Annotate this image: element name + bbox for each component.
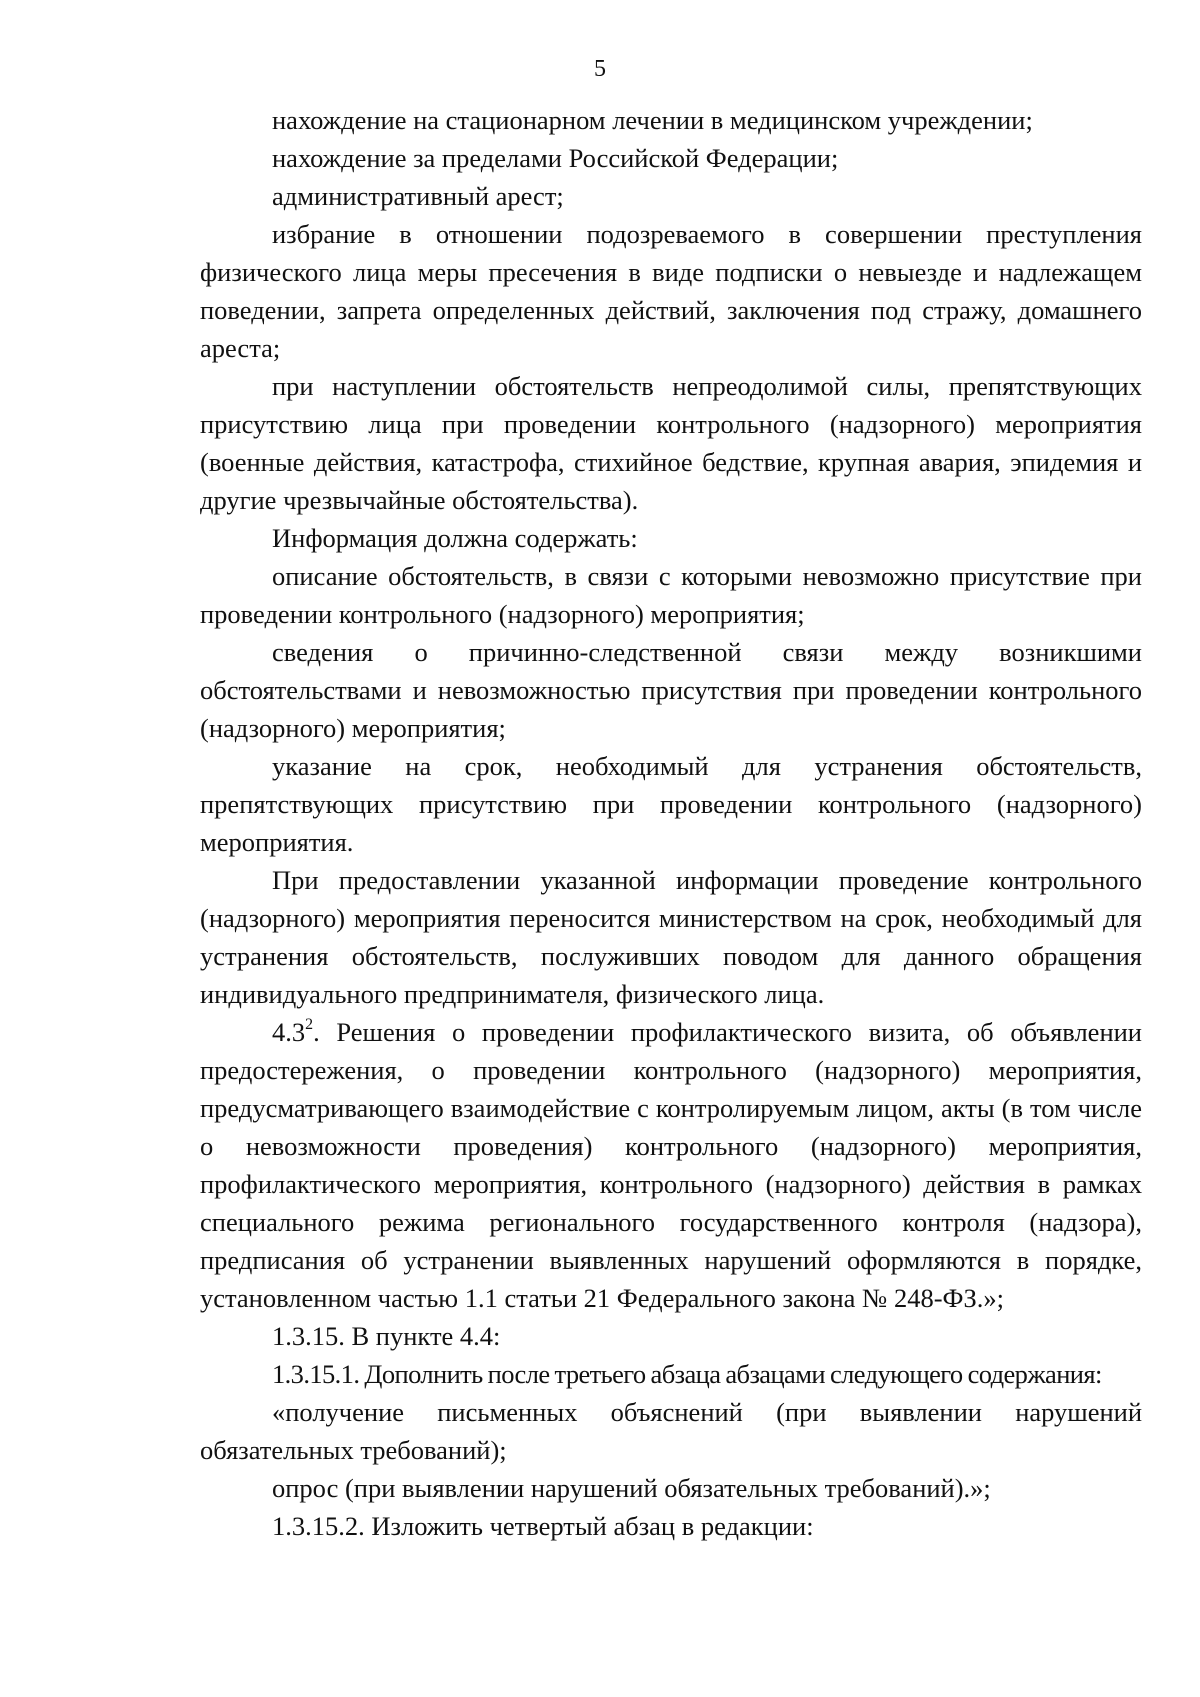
amendment-1-3-15: 1.3.15. В пункте 4.4:: [272, 1321, 501, 1351]
paragraph-preventive-measure: избрание в отношении подозреваемого в совершении преступления физического лица меры пресечения в виде подписки о невыезде и надлежащем поведении, запрета определенных действий, заключения под стражу, домашнего ареста;: [200, 219, 1142, 363]
clause-number: 4.3: [272, 1017, 306, 1047]
clause-text: . Решения о проведении профилактического визита, об объявлении предостережения, о проведении контрольного (надзорного) мероприятия, предусматривающего взаимодействие с контролируемым лицом, акты (в том числе о невозможности проведения) контрольного (надзорного) мероприятия, профилактического мероприятия, контрольного (надзорного) действия в рамках специального режима регионального государственного контроля (надзора), предписания об устранении выявленных нарушений оформляются в порядке, установленном частью 1.1 статьи 21 Федерального закона № 248-ФЗ.»;: [200, 1017, 1142, 1313]
paragraph-force-majeure: при наступлении обстоятельств непреодолимой силы, препятствующих присутствию лица при проведении контрольного (надзорного) мероприятия (военные действия, катастрофа, стихийное бедствие, крупная авария, эпидемия и другие чрезвычайные обстоятельства).: [200, 371, 1142, 515]
amendment-quote-explanations: «получение письменных объяснений (при выявлении нарушений обязательных требований);: [200, 1397, 1142, 1465]
paragraph-arrest: административный арест;: [272, 181, 564, 211]
amendment-1-3-15-1: 1.3.15.1. Дополнить после третьего абзаца абзацами следующего содержания:: [272, 1359, 1102, 1389]
paragraph-hospital: нахождение на стационарном лечении в медицинском учреждении;: [272, 105, 1033, 135]
clause-4-3-2: [200, 1013, 1142, 1317]
paragraph-circumstances: описание обстоятельств, в связи с которыми невозможно присутствие при проведении контрольного (надзорного) мероприятия;: [200, 561, 1142, 629]
clause-superscript: 2: [305, 1016, 314, 1034]
paragraph-postponement: При предоставлении указанной информации проведение контрольного (надзорного) мероприятия переносится министерством на срок, необходимый для устранения обстоятельств, послуживших поводом для данного обращения индивидуального предпринимателя, физического лица.: [200, 865, 1142, 1009]
page-number: 5: [594, 56, 606, 82]
paragraph-information-intro: Информация должна содержать:: [272, 523, 638, 553]
amendment-1-3-15-2: 1.3.15.2. Изложить четвертый абзац в редакции:: [272, 1511, 814, 1541]
document-body: [200, 101, 1142, 1545]
paragraph-abroad: нахождение за пределами Российской Федерации;: [272, 143, 839, 173]
amendment-quote-survey: опрос (при выявлении нарушений обязательных требований).»;: [272, 1473, 991, 1503]
paragraph-causal-link: сведения о причинно-следственной связи между возникшими обстоятельствами и невозможностью присутствия при проведении контрольного (надзорного) мероприятия;: [200, 637, 1142, 743]
paragraph-term: указание на срок, необходимый для устранения обстоятельств, препятствующих присутствию при проведении контрольного (надзорного) мероприятия.: [200, 751, 1142, 857]
